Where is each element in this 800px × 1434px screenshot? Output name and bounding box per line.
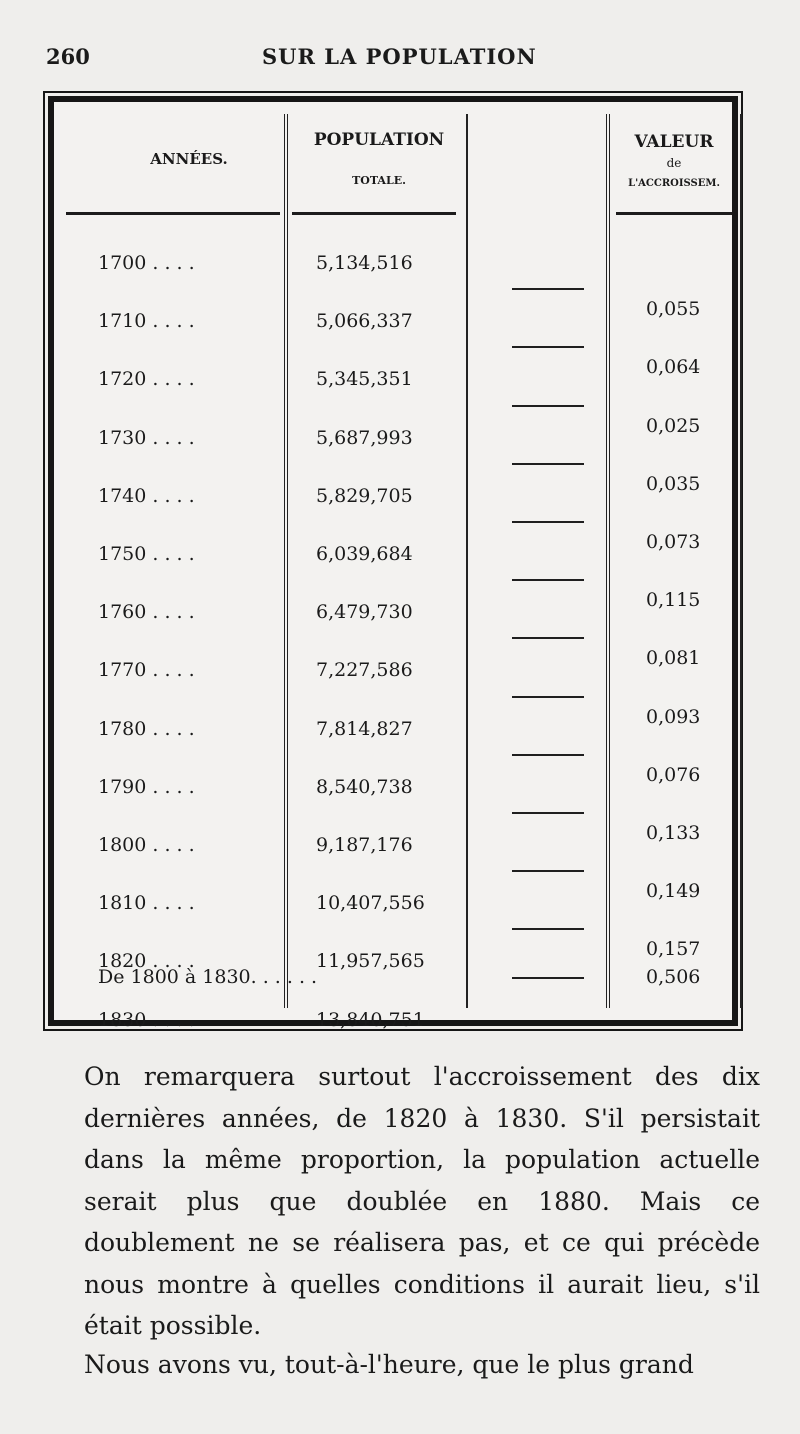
rate-cell: 0,055 (646, 298, 701, 321)
year-cell: 1810 . . . . (98, 892, 195, 915)
page-header (0, 40, 800, 80)
population-cell: 9,187,176 (316, 834, 413, 856)
dash-rule (512, 521, 584, 523)
page-number: 260 (46, 44, 90, 69)
column-rule (466, 114, 468, 1008)
dash-rule (512, 696, 584, 698)
column-rule (284, 114, 288, 1008)
dash-rule (512, 928, 584, 930)
population-cell: 5,345,351 (316, 368, 413, 391)
header-rule (66, 212, 280, 215)
rate-cell: 0,115 (646, 589, 701, 612)
header-years: ANNÉES. (150, 150, 228, 168)
rate-cell: 0,157 (646, 938, 701, 961)
year-cell: 1820 . . . . (98, 950, 195, 973)
column-rule (606, 114, 610, 1008)
population-cell: 5,829,705 (316, 484, 413, 507)
population-cell: 5,066,337 (316, 310, 413, 333)
year-cell: 1740 . . . . (98, 484, 195, 507)
dash-rule (512, 812, 584, 814)
rate-cell: 0,133 (646, 822, 701, 844)
rate-cell: 0,093 (646, 705, 701, 728)
body-paragraph: On remarquera surtout l'accroissement des dix dernières années, de 1820 à 1830. S'il persistait dans la même proportion, la population actuelle serait plus que doublée en 1880. Mais ce doublement ne se réalisera pas, et ce qui précède nous montre à quelles conditions il aurait lieu, s'il était possible. (84, 1062, 760, 1340)
column-rule (740, 114, 742, 1008)
dash-rule (512, 405, 584, 407)
year-cell: 1760 . . . . (98, 601, 195, 624)
year-cell: 1730 . . . . (98, 426, 195, 449)
rate-cell: 0,081 (646, 647, 701, 670)
population-cell: 7,814,827 (316, 717, 413, 740)
header-population-sub: TOTALE. (352, 174, 406, 187)
header-value: VALEUR (634, 132, 714, 152)
rate-cell: 0,149 (646, 880, 701, 903)
year-cell: 1830 . . . . (98, 1008, 195, 1031)
dash-rule (512, 754, 584, 756)
summary-label: De 1800 à 1830. . . . . . (98, 966, 318, 988)
header-rule (616, 212, 732, 215)
dash-rule (512, 463, 584, 465)
rate-cell: 0,035 (646, 472, 701, 495)
rate-cell: 0,064 (646, 356, 701, 379)
summary-dash (512, 977, 584, 979)
population-cell: 5,687,993 (316, 426, 413, 449)
rate-cell: 0,076 (646, 763, 701, 786)
population-cell: 13,840,751 (316, 1008, 425, 1031)
rate-cell: 0,073 (646, 531, 701, 553)
rate-cell: 0,025 (646, 414, 701, 437)
population-cell: 5,134,516 (316, 252, 413, 274)
population-cell: 8,540,738 (316, 775, 413, 798)
year-cell: 1720 . . . . (98, 368, 195, 391)
summary-rate: 0,506 (646, 966, 701, 988)
population-cell: 7,227,586 (316, 659, 413, 682)
header-rule (292, 212, 456, 215)
body-paragraph: Nous avons vu, tout-à-l'heure, que le plus grand (84, 1350, 694, 1379)
population-cell: 6,039,684 (316, 543, 413, 565)
year-cell: 1710 . . . . (98, 310, 195, 333)
population-cell: 11,957,565 (316, 950, 425, 973)
year-cell: 1770 . . . . (98, 659, 195, 682)
header-value-de: de (666, 156, 682, 170)
year-cell: 1800 . . . . (98, 834, 195, 856)
year-cell: 1790 . . . . (98, 775, 195, 798)
population-cell: 6,479,730 (316, 601, 413, 624)
running-title: SUR LA POPULATION (262, 44, 537, 69)
dash-rule (512, 288, 584, 290)
dash-rule (512, 637, 584, 639)
dash-rule (512, 346, 584, 348)
year-cell: 1780 . . . . (98, 717, 195, 740)
year-cell: 1700 . . . . (98, 252, 195, 274)
population-cell: 10,407,556 (316, 892, 425, 915)
population-table (48, 96, 738, 1031)
dash-rule (512, 579, 584, 581)
header-value-sub: L'ACCROISSEM. (628, 178, 720, 189)
header-population: POPULATION (313, 130, 445, 150)
dash-rule (512, 870, 584, 872)
year-cell: 1750 . . . . (98, 543, 195, 565)
